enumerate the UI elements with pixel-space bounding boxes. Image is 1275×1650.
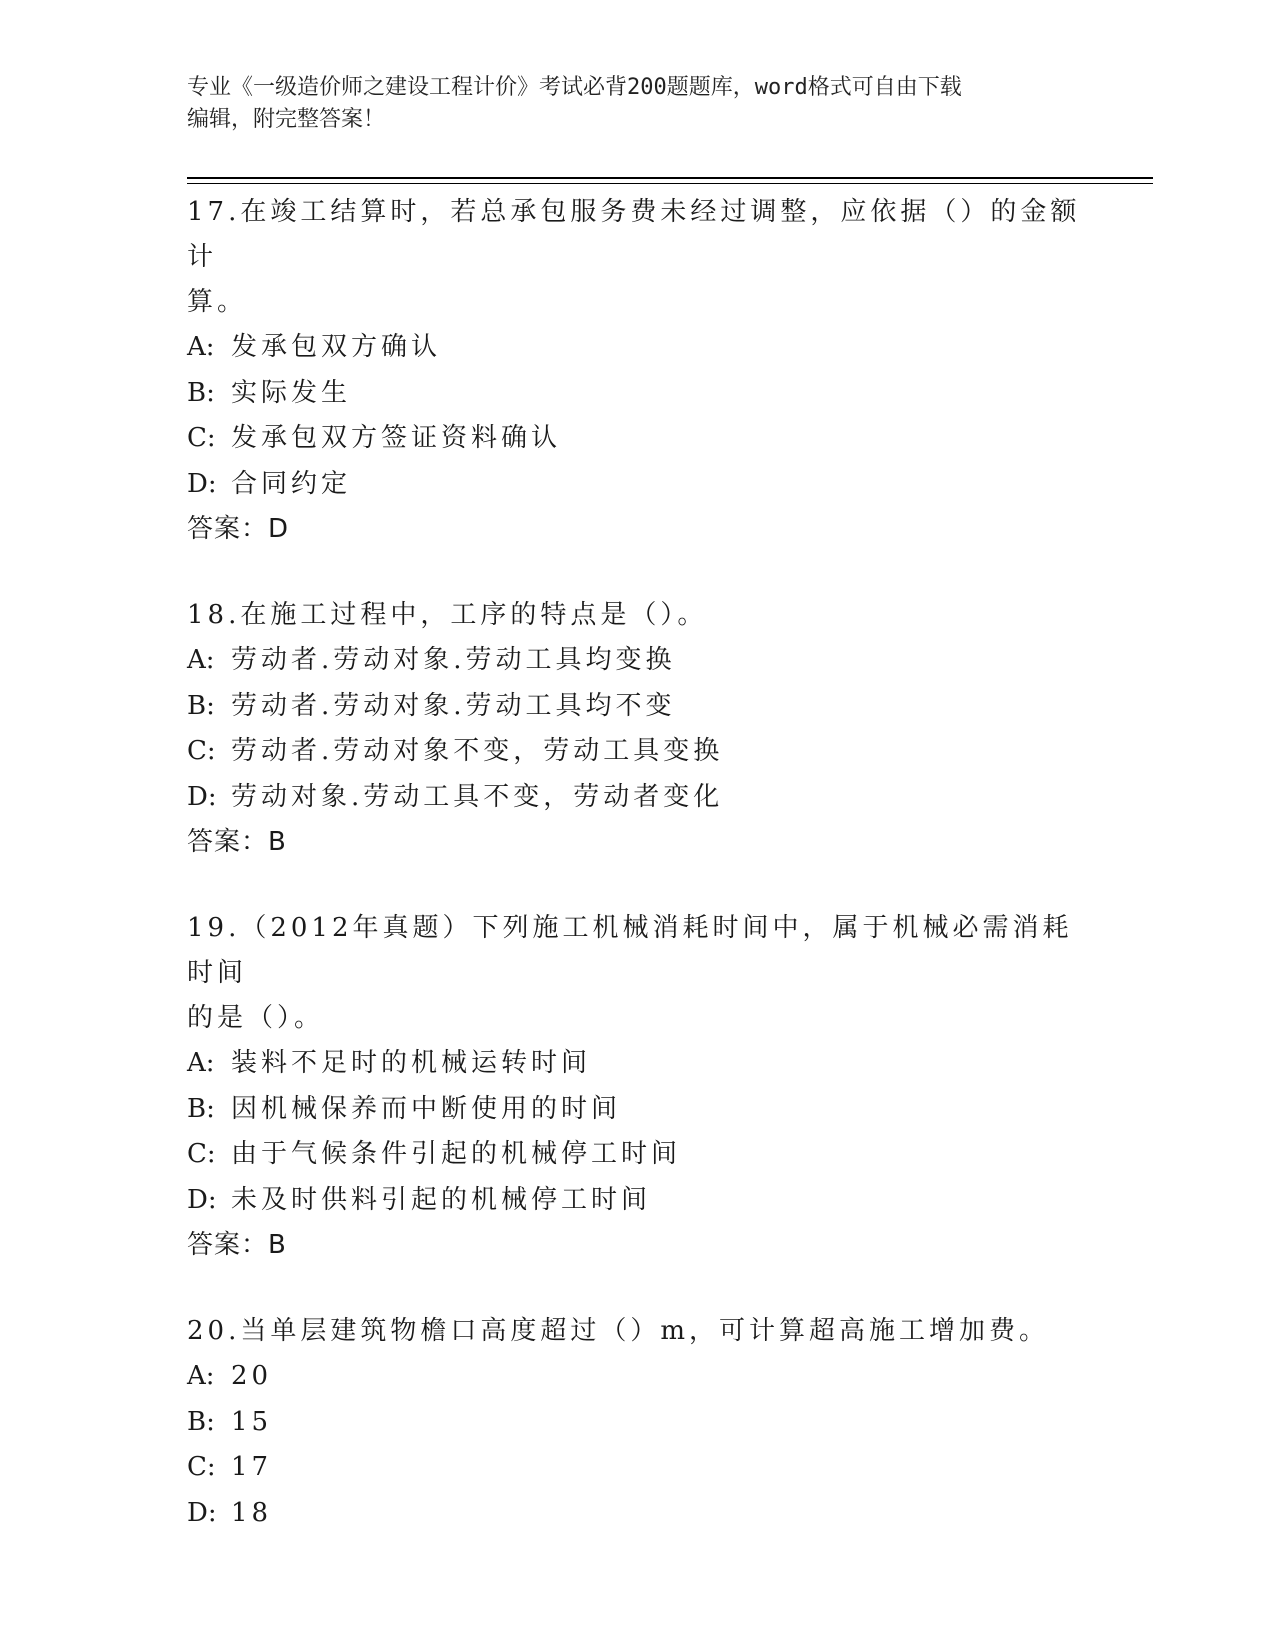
option-text: 合同约定 (231, 468, 352, 499)
option-letter: A: (187, 1361, 215, 1391)
option-a (187, 1041, 1087, 1087)
option-b (187, 371, 1087, 417)
option-letter: C: (187, 736, 216, 766)
option-d (187, 1491, 1087, 1537)
question-20 (187, 1309, 1087, 1536)
question-19 (187, 906, 1087, 1268)
option-letter: B: (187, 1406, 215, 1437)
question-17 (187, 190, 1087, 552)
option-b (187, 1400, 1087, 1446)
question-stem: 17.在竣工结算时，若总承包服务费未经过调整，应依据（）的金额计 (187, 197, 1081, 272)
option-text: 实际发生 (231, 377, 352, 408)
option-c (187, 729, 1087, 775)
option-letter: C: (187, 1452, 216, 1482)
question-list (187, 190, 1087, 1577)
option-letter: D: (187, 1184, 217, 1215)
option-letter: C: (187, 1139, 216, 1169)
option-text: 未及时供料引起的机械停工时间 (231, 1184, 652, 1215)
option-b (187, 684, 1087, 730)
option-letter: B: (187, 1093, 215, 1124)
option-text: 发承包双方签证资料确认 (231, 423, 562, 453)
option-text: 劳动者.劳动对象.劳动工具均变换 (231, 645, 676, 675)
answer-label: 答案：B (187, 1230, 287, 1260)
option-text: 15 (231, 1406, 273, 1437)
option-a (187, 638, 1087, 684)
option-a (187, 325, 1087, 371)
option-letter: A: (187, 332, 215, 362)
option-d (187, 462, 1087, 508)
question-stem-continued: 算。 (187, 287, 248, 317)
question-stem: 20.当单层建筑物檐口高度超过（）m，可计算超高施工增加费。 (187, 1316, 1050, 1346)
option-text: 发承包双方确认 (231, 332, 442, 362)
option-a (187, 1354, 1087, 1400)
option-text: 因机械保养而中断使用的时间 (231, 1093, 622, 1124)
question-18 (187, 593, 1087, 865)
question-stem: 19.（2012年真题）下列施工机械消耗时间中，属于机械必需消耗时间 (187, 913, 1073, 988)
answer-label: 答案：D (187, 514, 290, 544)
option-b (187, 1087, 1087, 1133)
option-c (187, 1445, 1087, 1491)
option-text: 由于气候条件引起的机械停工时间 (231, 1139, 682, 1169)
option-letter: D: (187, 1497, 217, 1528)
option-text: 装料不足时的机械运转时间 (231, 1048, 592, 1078)
header-rule-thick (187, 177, 1153, 179)
option-letter: A: (187, 645, 215, 675)
question-stem-continued: 的是（）。 (187, 1003, 325, 1033)
option-text: 劳动者.劳动对象.劳动工具均不变 (231, 690, 676, 721)
option-text: 20 (231, 1361, 273, 1391)
question-stem: 18.在施工过程中，工序的特点是（）。 (187, 600, 708, 630)
header-line-2: 编辑，附完整答案！ (187, 107, 386, 132)
option-letter: D: (187, 468, 217, 499)
option-d (187, 775, 1087, 821)
option-letter: D: (187, 781, 217, 812)
answer-label: 答案：B (187, 827, 287, 857)
option-letter: B: (187, 377, 215, 408)
document-header (187, 72, 1067, 136)
option-letter: A: (187, 1048, 215, 1078)
header-line-1: 专业《一级造价师之建设工程计价》考试必背200题题库，word格式可自由下载 (187, 75, 962, 100)
header-rule-thin (187, 183, 1153, 184)
option-text: 17 (231, 1452, 273, 1482)
option-text: 18 (231, 1497, 273, 1528)
option-c (187, 416, 1087, 462)
option-letter: C: (187, 423, 216, 453)
option-letter: B: (187, 690, 215, 721)
option-text: 劳动对象.劳动工具不变，劳动者变化 (231, 781, 724, 812)
option-c (187, 1132, 1087, 1178)
option-text: 劳动者.劳动对象不变，劳动工具变换 (231, 736, 724, 766)
option-d (187, 1178, 1087, 1224)
